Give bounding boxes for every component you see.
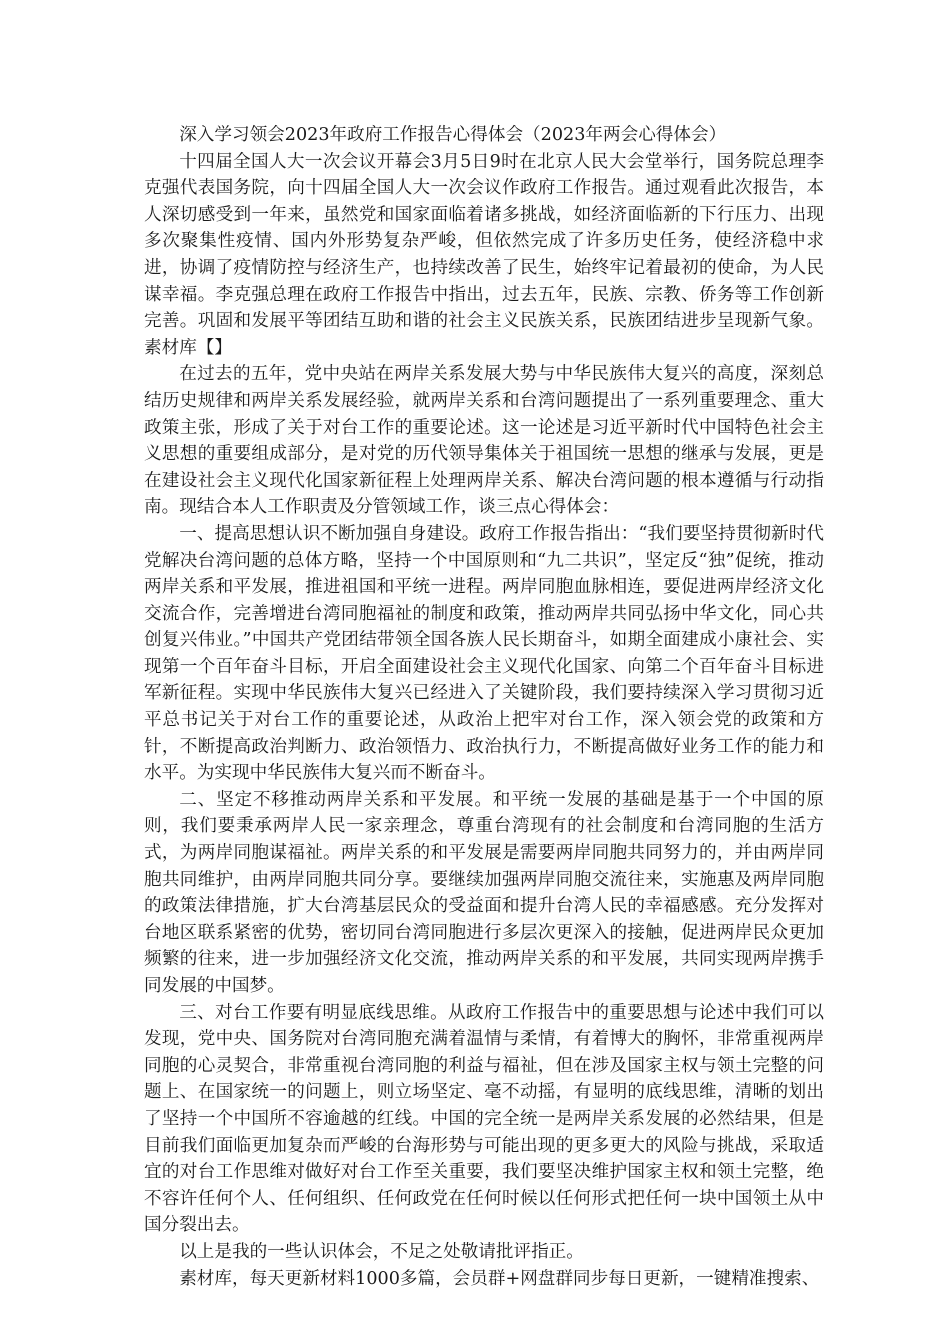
paragraph-context: 在过去的五年，党中央站在两岸关系发展大势与中华民族伟大复兴的高度，深刻总结历史规律和两岸关系发展经验，就两岸关系和台湾问题提出了一系列重要理念、重大政策主张，形成了关于对台工作的重要论述。这一论述是习近平新时代中国特色社会主义思想的重要组成部分，是对党的历代领导集体关于祖国统一思想的继承与发展，更是在建设社会主义现代化国家新征程上处理两岸关系、解决台湾问题的根本遵循与行动指南。现结合本人工作职责及分管领域工作，谈三点心得体会： (144, 364, 824, 518)
paragraph-point-two: 二、坚定不移推动两岸关系和平发展。和平统一发展的基础是基于一个中国的原则，我们要秉承两岸人民一家亲理念，尊重台湾现有的社会制度和台湾同胞的生活方式，为两岸同胞谋福祉。两岸关系的和平发展是需要两岸同胞共同努力的，并由两岸同胞共同维护，由两岸同胞共同分享。要继续加强两岸同胞交流往来，实施惠及两岸同胞的政策法律措施，扩大台湾基层民众的受益面和提升台湾人民的幸福感感。充分发挥对台地区联系紧密的优势，密切同台湾同胞进行多层次更深入的接触，促进两岸民众更加频繁的往来，进一步加强经济文化交流，推动两岸关系的和平发展，共同实现两岸携手同发展的中国梦。 (144, 789, 824, 996)
paragraph-intro: 十四届全国人大一次会议开幕会3月5日9时在北京人民大会堂举行，国务院总理李克强代表国务院，向十四届全国人大一次会议作政府工作报告。通过观看此次报告，本人深切感受到一年来，虽然党和国家面临着诸多挑战，如经济面临新的下行压力、出现多次聚集性疫情、国内外形势复杂严峻，但依然完成了许多历史任务，使经济稳中求进，协调了疫情防控与经济生产，也持续改善了民生，始终牢记着最初的使命，为人民谋幸福。李克强总理在政府工作报告中指出，过去五年，民族、宗教、侨务等工作创新完善。巩固和发展平等团结互助和谐的社会主义民族关系，民族团结进步呈现新气象。素材库【】 (144, 151, 824, 358)
paragraph-closing: 以上是我的一些认识体会，不足之处敬请批评指正。 (179, 1241, 584, 1262)
document-body (144, 122, 824, 1292)
paragraph-point-three: 三、对台工作要有明显底线思维。从政府工作报告中的重要思想与论述中我们可以发现，党中央、国务院对台湾同胞充满着温情与柔情，有着博大的胸怀，非常重视两岸同胞的心灵契合，非常重视台湾同胞的利益与福祉，但在涉及国家主权与领土完整的问题上、在国家统一的问题上，则立场坚定、毫不动摇，有显明的底线思维，清晰的划出了坚持一个中国所不容逾越的红线。中国的完全统一是两岸关系发展的必然结果，但是目前我们面临更加复杂而严峻的台海形势与可能出现的更多更大的风险与挑战，采取适宜的对台工作思维对做好对台工作至关重要，我们要坚决维护国家主权和领土完整，绝不容许任何个人、任何组织、任何政党在任何时候以任何形式把任何一块中国领土从中国分裂出去。 (144, 1002, 824, 1236)
document-title: 深入学习领会2023年政府工作报告心得体会（2023年两会心得体会） (179, 125, 727, 145)
paragraph-point-one: 一、提高思想认识不断加强自身建设。政府工作报告指出：“我们要坚持贯彻新时代党解决台湾问题的总体方略，坚持一个中国原则和“九二共识”，坚定反“独”促统，推动两岸关系和平发展，推进祖国和平统一进程。两岸同胞血脉相连，要促进两岸经济文化交流合作，完善增进台湾同胞福祉的制度和政策，推动两岸共同弘扬中华文化，同心共创复兴伟业。”中国共产党团结带领全国各族人民长期奋斗，如期全面建成小康社会、实现第一个百年奋斗目标，开启全面建设社会主义现代化国家、向第二个百年奋斗目标进军新征程。实现中华民族伟大复兴已经进入了关键阶段，我们要持续深入学习贯彻习近平总书记关于对台工作的重要论述，从政治上把牢对台工作，深入领会党的政策和方针，不断提高政治判断力、政治领悟力、政治执行力，不断提高做好业务工作的能力和水平。为实现中华民族伟大复兴而不断奋斗。 (144, 523, 824, 784)
paragraph-footer-note: 素材库，每天更新材料1000多篇，会员群+网盘群同步每日更新，一键精准搜索、 (179, 1268, 820, 1289)
